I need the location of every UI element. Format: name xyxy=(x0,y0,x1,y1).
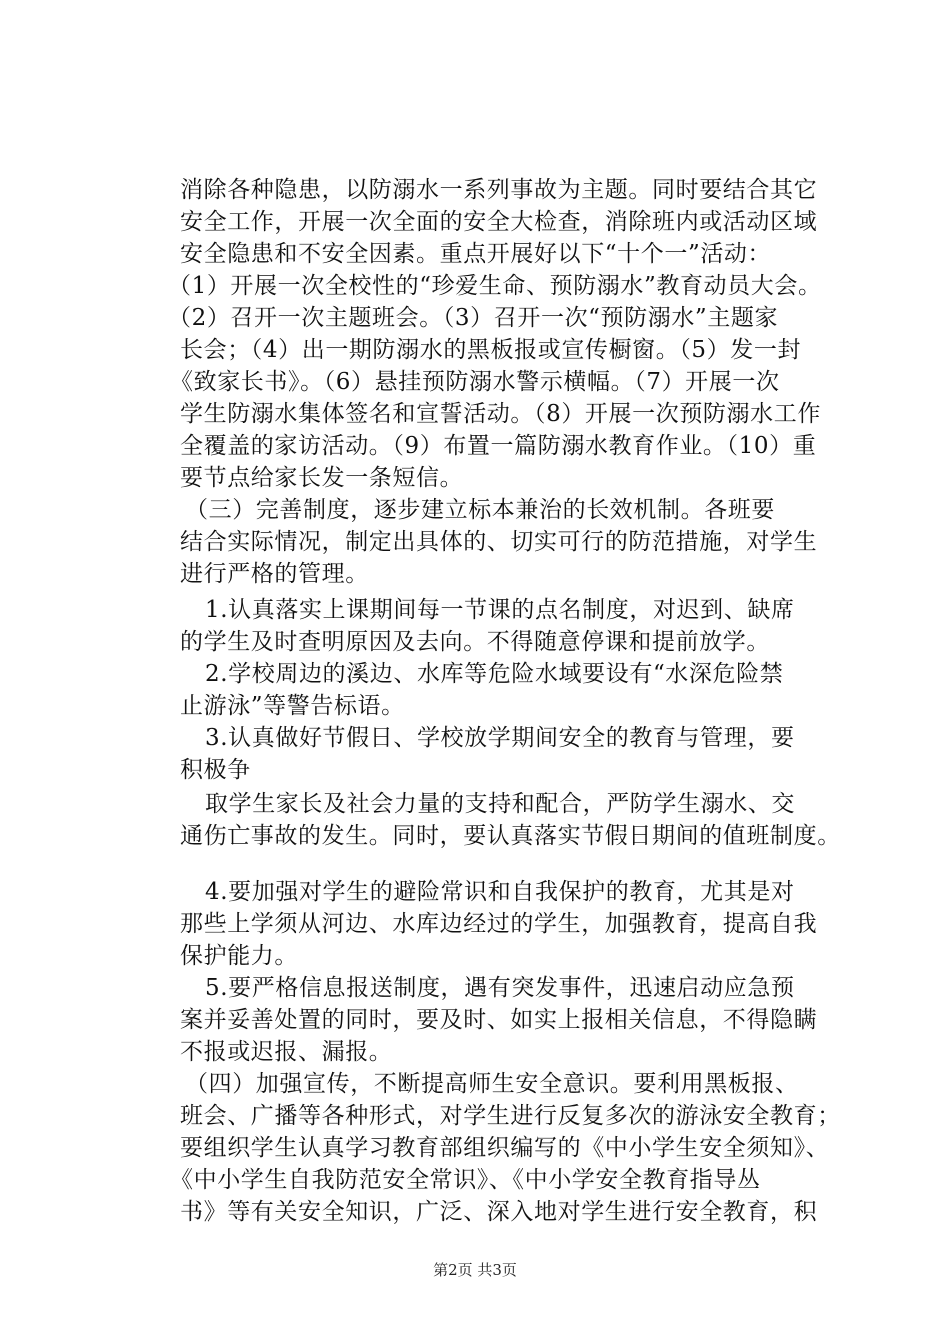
text-line: 案并妥善处置的同时，要及时、如实上报相关信息，不得隐瞒 xyxy=(180,1007,818,1033)
text-line: 安全工作，开展一次全面的安全大检查，消除班内或活动区域 xyxy=(180,209,818,235)
text-line: 《中小学生自我防范安全常识》、《中小学安全教育指导丛 xyxy=(170,1167,761,1193)
text-line: 要组织学生认真学习教育部组织编写的《中小学生安全须知》、 xyxy=(180,1135,830,1161)
text-line: （四）加强宣传，不断提高师生安全意识。要利用黑板报、 xyxy=(185,1071,799,1097)
text-line: 书》等有关安全知识，广泛、深入地对学生进行安全教育，积 xyxy=(180,1199,818,1225)
text-line: 3.认真做好节假日、学校放学期间安全的教育与管理，要 xyxy=(205,725,795,751)
text-line: （1）开展一次全校性的“珍爱生命、预防溺水”教育动员大会。 xyxy=(168,273,822,299)
text-line: （三）完善制度，逐步建立标本兼治的长效机制。各班要 xyxy=(185,497,775,523)
text-line: 安全隐患和不安全因素。重点开展好以下“十个一”活动： xyxy=(180,241,772,267)
text-line: 不报或迟报、漏报。 xyxy=(180,1039,393,1065)
text-line: 消除各种隐患，以防溺水一系列事故为主题。同时要结合其它 xyxy=(180,177,818,203)
text-line: 班会、广播等各种形式，对学生进行反复多次的游泳安全教育； xyxy=(180,1103,841,1129)
text-line: 进行严格的管理。 xyxy=(180,561,369,587)
text-line: 4.要加强对学生的避险常识和自我保护的教育，尤其是对 xyxy=(205,879,795,905)
text-line: 全覆盖的家访活动。（9）布置一篇防溺水教育作业。（10）重 xyxy=(180,433,817,459)
text-line: 取学生家长及社会力量的支持和配合，严防学生溺水、交 xyxy=(205,791,795,817)
text-line: 那些上学须从河边、水库边经过的学生，加强教育，提高自我 xyxy=(180,911,818,937)
text-line: 结合实际情况，制定出具体的、切实可行的防范措施，对学生 xyxy=(180,529,818,555)
text-line: 2.学校周边的溪边、水库等危险水域要设有“水深危险禁 xyxy=(205,661,784,687)
text-line: 通伤亡事故的发生。同时，要认真落实节假日期间的值班制度。 xyxy=(180,823,841,849)
text-line: 止游泳”等警告标语。 xyxy=(180,693,405,719)
text-line: 1.认真落实上课期间每一节课的点名制度，对迟到、缺席 xyxy=(205,597,795,623)
text-line: 5.要严格信息报送制度，遇有突发事件，迅速启动应急预 xyxy=(205,975,795,1001)
text-line: 要节点给家长发一条短信。 xyxy=(180,465,464,491)
text-line: 的学生及时查明原因及去向。不得随意停课和提前放学。 xyxy=(180,629,770,655)
text-line: 积极争 xyxy=(180,757,251,783)
text-line: 《致家长书》。（6）悬挂预防溺水警示横幅。（7）开展一次 xyxy=(170,369,780,395)
text-line: （2）召开一次主题班会。（3）召开一次“预防溺水”主题家 xyxy=(168,305,779,331)
text-line: 保护能力。 xyxy=(180,943,298,969)
page-footer: 第2页 共3页 xyxy=(433,1261,517,1279)
text-line: 学生防溺水集体签名和宣誓活动。（8）开展一次预防溺水工作 xyxy=(180,401,821,427)
text-line: 长会；（4）出一期防溺水的黑板报或宣传橱窗。（5）发一封 xyxy=(180,337,802,363)
